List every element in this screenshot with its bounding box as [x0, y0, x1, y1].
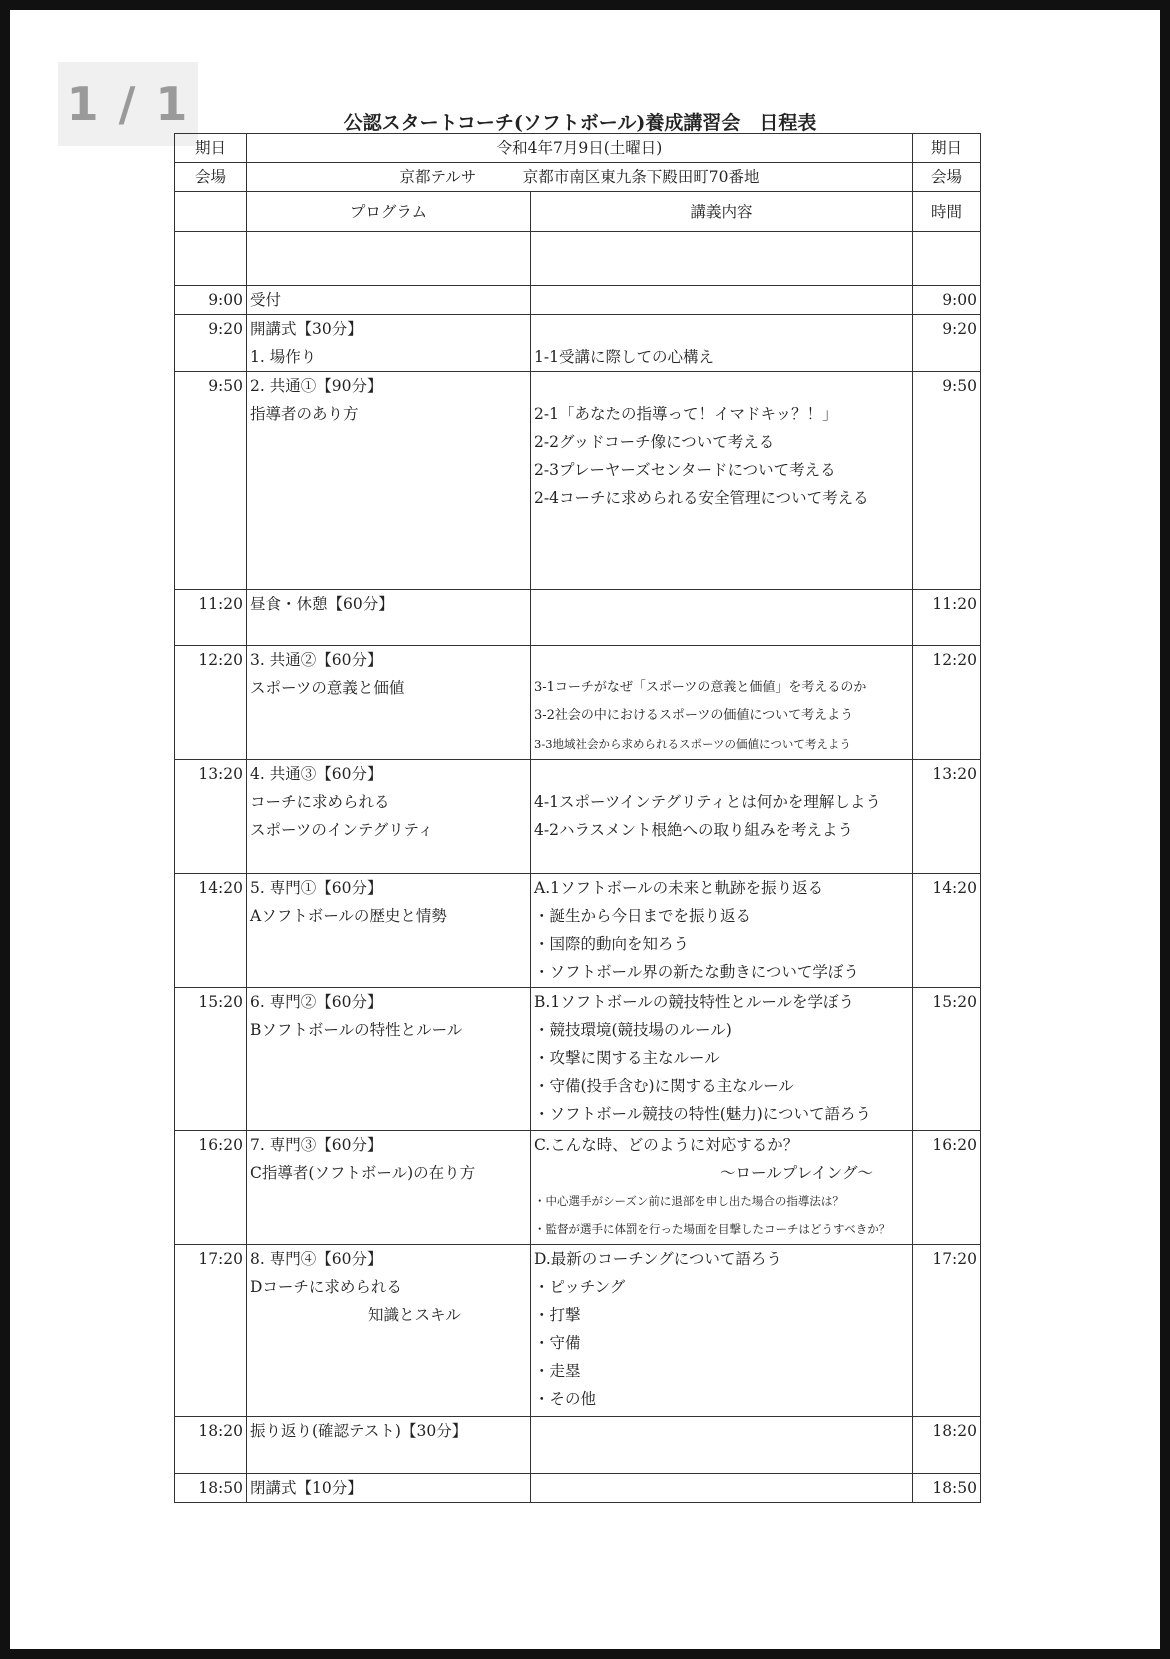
program-cell: 閉講式【10分】: [247, 1474, 531, 1503]
schedule-row: [175, 286, 981, 315]
row-time-right: 9:00: [913, 286, 981, 315]
program-cell: 振り返り(確認テスト)【30分】: [247, 1417, 531, 1474]
schedule-row: [175, 1245, 981, 1417]
program-cell: 6. 専門②【60分】 Bソフトボールの特性とルール: [247, 988, 531, 1131]
spacer-row: [175, 232, 981, 286]
program-cell: 5. 専門①【60分】 Aソフトボールの歴史と情勢: [247, 874, 531, 988]
program-cell: 3. 共通②【60分】 スポーツの意義と価値: [247, 646, 531, 760]
venue-row: [175, 163, 981, 192]
page-indicator: 1 / 1: [58, 62, 198, 146]
schedule-table: [174, 133, 981, 1503]
program-cell: 開講式【30分】 1. 場作り: [247, 315, 531, 372]
program-header: プログラム: [247, 192, 531, 232]
schedule-row: [175, 372, 981, 590]
venue-label-right: 会場: [913, 163, 981, 192]
schedule-row: [175, 988, 981, 1131]
lecture-cell: 2-1「あなたの指導って！イマドキッ？！」 2-2グッドコーチ像について考える 2-3プレーヤーズセンタードについて考える 2-4コーチに求められる安全管理について考える: [531, 372, 913, 590]
program-cell: 8. 専門④【60分】 Dコーチに求められる 知識とスキル: [247, 1245, 531, 1417]
row-time: 14:20: [175, 874, 247, 988]
lecture-cell: C.こんな時、どのように対応するか？ ～ロールプレイング～ ・中心選手がシーズン前に退部を申し出た場合の指導法は？ ・監督が選手に体罰を行った場面を目撃したコーチはどうすべきか？: [531, 1131, 913, 1245]
date-row: [175, 134, 981, 163]
row-time: 9:50: [175, 372, 247, 590]
row-time: 9:20: [175, 315, 247, 372]
venue-label: 会場: [175, 163, 247, 192]
schedule-row: [175, 1131, 981, 1245]
row-time-right: 14:20: [913, 874, 981, 988]
row-time-right: 9:50: [913, 372, 981, 590]
document-title: 公認スタートコーチ(ソフトボール)養成講習会 日程表: [343, 112, 817, 134]
lecture-cell: A.1ソフトボールの未来と軌跡を振り返る ・誕生から今日までを振り返る ・国際的動向を知ろう ・ソフトボール界の新たな動きについて学ぼう: [531, 874, 913, 988]
row-time: 9:00: [175, 286, 247, 315]
row-time: 13:20: [175, 760, 247, 874]
schedule-row: [175, 1474, 981, 1503]
row-time-right: 18:50: [913, 1474, 981, 1503]
row-time-right: 16:20: [913, 1131, 981, 1245]
program-cell: 7. 専門③【60分】 C指導者(ソフトボール)の在り方: [247, 1131, 531, 1245]
schedule-row: [175, 874, 981, 988]
row-time-right: 15:20: [913, 988, 981, 1131]
row-time-right: 9:20: [913, 315, 981, 372]
schedule-row: [175, 646, 981, 760]
lecture-cell: [531, 590, 913, 646]
row-time: 11:20: [175, 590, 247, 646]
lecture-cell: 3-1コーチがなぜ「スポーツの意義と価値」を考えるのか 3-2社会の中におけるスポーツの価値について考えよう 3-3地域社会から求められるスポーツの価値について考えよう: [531, 646, 913, 760]
row-time: 17:20: [175, 1245, 247, 1417]
row-time-right: 18:20: [913, 1417, 981, 1474]
column-header-row: [175, 192, 981, 232]
lecture-cell: D.最新のコーチングについて語ろう ・ピッチング ・打撃 ・守備 ・走塁 ・その他: [531, 1245, 913, 1417]
row-time: 16:20: [175, 1131, 247, 1245]
lecture-cell: [531, 1417, 913, 1474]
lecture-cell: [531, 1474, 913, 1503]
program-cell: 昼食・休憩【60分】: [247, 590, 531, 646]
lecture-header: 講義内容: [531, 192, 913, 232]
time-header-blank: [175, 192, 247, 232]
program-cell: 4. 共通③【60分】 コーチに求められる スポーツのインテグリティ: [247, 760, 531, 874]
venue-value: 京都テルサ 京都市南区東九条下殿田町70番地: [247, 163, 913, 192]
schedule-row: [175, 590, 981, 646]
row-time: 18:20: [175, 1417, 247, 1474]
row-time-right: 11:20: [913, 590, 981, 646]
row-time-right: 12:20: [913, 646, 981, 760]
lecture-cell: 4-1スポーツインテグリティとは何かを理解しよう 4-2ハラスメント根絶への取り組みを考えよう: [531, 760, 913, 874]
schedule-row: [175, 760, 981, 874]
row-time: 15:20: [175, 988, 247, 1131]
program-cell: 受付: [247, 286, 531, 315]
lecture-cell: 1-1受講に際しての心構え: [531, 315, 913, 372]
lecture-cell: [531, 286, 913, 315]
row-time-right: 13:20: [913, 760, 981, 874]
row-time: 18:50: [175, 1474, 247, 1503]
schedule-row: [175, 315, 981, 372]
time-header: 時間: [913, 192, 981, 232]
date-value: 令和4年7月9日(土曜日): [247, 134, 913, 163]
date-label: 期日: [175, 134, 247, 163]
schedule-row: [175, 1417, 981, 1474]
date-label-right: 期日: [913, 134, 981, 163]
row-time: 12:20: [175, 646, 247, 760]
row-time-right: 17:20: [913, 1245, 981, 1417]
lecture-cell: B.1ソフトボールの競技特性とルールを学ぼう ・競技環境(競技場のルール) ・攻撃に関する主なルール ・守備(投手含む)に関する主なルール ・ソフトボール競技の特性(魅力)について語ろう: [531, 988, 913, 1131]
program-cell: 2. 共通①【90分】 指導者のあり方: [247, 372, 531, 590]
